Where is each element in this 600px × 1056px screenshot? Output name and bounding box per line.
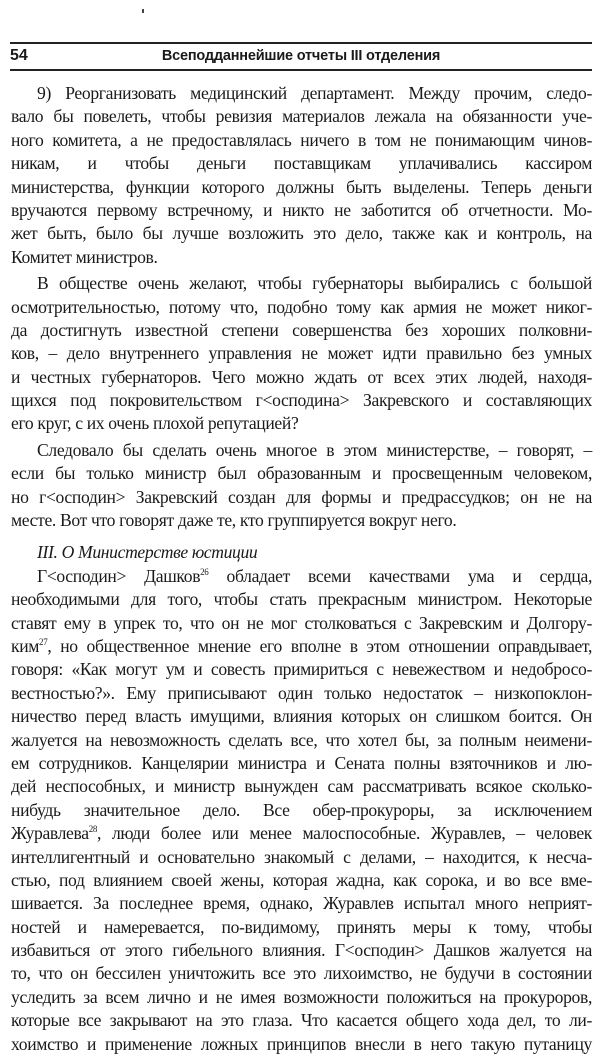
text-line: ков, – дело внутреннего управления не может идти правильно без умных bbox=[11, 343, 592, 364]
text-run: ким bbox=[11, 635, 40, 656]
text-line: дей неспособных, и министр вынужден сам рассматривать всякое сколько- bbox=[11, 776, 592, 797]
text-line: интеллигентный и основательно знакомый с делами, – находится, к несча- bbox=[11, 846, 592, 867]
paragraph bbox=[11, 82, 592, 269]
text-line: министерства, функции которого должны быть выделены. Теперь деньги bbox=[11, 176, 592, 197]
page-number: 54 bbox=[10, 47, 28, 64]
text-line: его круг, с их очень плохой репутацией? bbox=[11, 413, 299, 434]
text-line: месте. Вот что говорят даже те, кто группируется вокруг него. bbox=[11, 510, 457, 531]
text-line: ного комитета, а не предоставлялась ничего в том не понимающим чинов- bbox=[11, 129, 592, 150]
text-line: и честных губернаторов. Чего можно ждать от всех этих людей, находя- bbox=[11, 366, 592, 387]
running-header bbox=[10, 44, 592, 68]
footnote-ref: 26 bbox=[200, 566, 209, 577]
text-line: осмотрительностью, потому что, подобно тому как армия не может никог- bbox=[11, 296, 592, 317]
text-line: жет быть, было бы лучше возложить это дело, также как и контроль, на bbox=[11, 223, 592, 244]
body-text bbox=[11, 82, 592, 1056]
text-line: Следовало бы сделать очень многое в этом министерстве, – говорят, – bbox=[37, 439, 592, 460]
paragraph bbox=[11, 272, 592, 436]
text-line bbox=[11, 822, 592, 845]
text-line: которые все закрывают на это глаза. Что касается общего хода дел, то ли- bbox=[11, 1010, 592, 1031]
footnote-ref: 27 bbox=[39, 636, 48, 647]
paragraph bbox=[11, 439, 592, 533]
text-line: избавиться от этого гибельного влияния. Г<осподин> Дашков жалуется на bbox=[11, 940, 592, 961]
text-line: вручаются первому встречному, и никто не заботится об отчетности. Мо- bbox=[11, 199, 592, 220]
text-line: вестностью?». Ему приписывают один только недостаток – низкопоклон- bbox=[11, 682, 592, 703]
text-line: ем сотрудников. Канцелярии министра и Сената полны взяточников и лю- bbox=[11, 752, 592, 773]
text-line: Комитет министров. bbox=[11, 246, 158, 267]
text-line: хоимство и применение ложных принципов внесли в него такую путаницу bbox=[11, 1033, 592, 1054]
text-run: Г<осподин> Дашков bbox=[37, 565, 201, 586]
text-line: вало бы повелеть, чтобы ревизия материалов лежала на обязанности уче- bbox=[11, 106, 592, 127]
text-line bbox=[11, 635, 592, 658]
header-rule-bottom bbox=[10, 69, 592, 71]
running-title: Всеподданнейшие отчеты III отделения bbox=[161, 48, 441, 64]
text-line: жалуется на невозможность сделать все, что хотел бы, за полным неимени- bbox=[11, 729, 592, 750]
text-line: то, что он бессилен уничтожить все это лихоимство, не будучи в состоянии bbox=[11, 963, 592, 984]
section-heading: III. О Министерстве юстиции bbox=[37, 542, 258, 563]
text-line: да достигнуть известной степени совершенства без хороших полковни- bbox=[11, 319, 592, 340]
text-line: 9) Реорганизовать медицинский департамент. Между прочим, следо- bbox=[37, 83, 592, 103]
text-line: ностей и намеревается, по-видимому, принять меры к тому, чтобы bbox=[11, 916, 592, 937]
footnote-ref: 28 bbox=[88, 824, 98, 835]
text-run: Журавлева bbox=[11, 823, 89, 844]
paragraph bbox=[11, 565, 592, 1056]
text-line: В обществе очень желают, чтобы губернаторы выбирались с большой bbox=[37, 273, 592, 294]
text-run: , люди более или менее малоспособные. Журавлев, – человек bbox=[97, 823, 592, 844]
text-line: нибудь значительное дело. Все обер-прокуроры, за исключением bbox=[11, 799, 592, 820]
text-line: ставят ему в упрек то, что он не мог столковаться с Закревским и Долгору- bbox=[11, 612, 592, 633]
text-run: , но общественное мнение его вполне в этом отношении оправдывает, bbox=[47, 635, 592, 656]
text-line: необходимыми для того, чтобы стать прекрасным министром. Некоторые bbox=[11, 589, 592, 610]
text-line: шивается. За последнее время, однако, Журавлев испытал много неприят- bbox=[11, 893, 592, 914]
text-line: щихся под покровительством г<осподина> Закревского и составляющих bbox=[11, 390, 592, 411]
text-line bbox=[11, 565, 592, 588]
text-line: стью, под влиянием своей жены, которая жадна, как сорока, и во все вме- bbox=[11, 869, 592, 890]
text-line: уследить за всем лично и не имея возможности положиться на прокуроров, bbox=[11, 986, 592, 1007]
text-run: обладает всеми качествами ума и сердца, bbox=[208, 565, 592, 586]
text-line: если бы только министр был образованным и просвещенным человеком, bbox=[11, 463, 592, 484]
text-line: никам, и чтобы деньги поставщикам уплачивались кассиром bbox=[11, 153, 592, 174]
scan-speck bbox=[142, 9, 144, 13]
text-line: ничество перед власть имущими, влияния которых он слишком боится. Он bbox=[11, 706, 592, 727]
text-line: говоря: «Как могут ум и совесть примириться с невежеством и недобросо- bbox=[11, 659, 592, 680]
text-line: но г<осподин> Закревский создан для формы и предрассудков; он не на bbox=[11, 486, 592, 507]
